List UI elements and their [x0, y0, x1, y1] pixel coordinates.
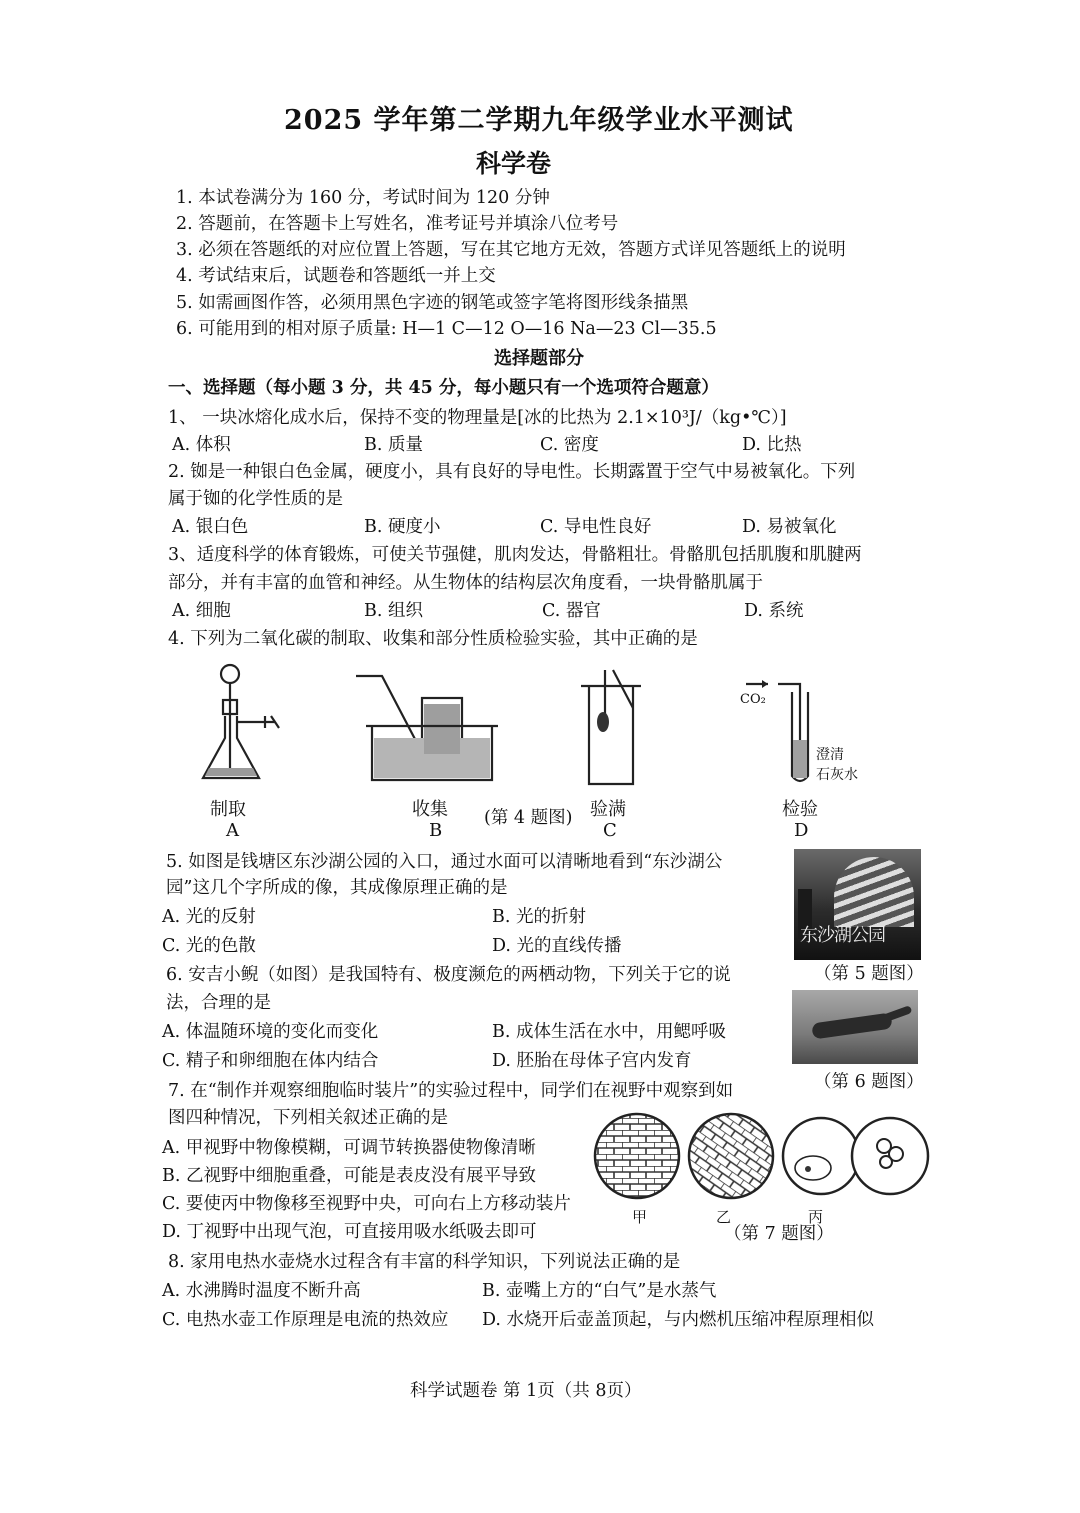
q4-letter-b: B — [429, 820, 443, 841]
q1-stem: 1、 一块冰熔化成水后，保持不变的物理量是[冰的比热为 2.1×10³J/（kg•℃）] — [168, 408, 787, 428]
note-item: 3. 必须在答题纸的对应位置上答题，写在其它地方无效，答题方式详见答题纸上的说明 — [176, 240, 846, 260]
q6-option-a: A. 体温随环境的变化而变化 — [162, 1022, 379, 1042]
q4-caption-d: 检验 — [782, 799, 818, 820]
exam-title: 2025 学年第二学期九年级学业水平测试 — [284, 105, 794, 136]
q5-stem-line1: 5. 如图是钱塘区东沙湖公园的入口，通过水面可以清晰地看到“东沙湖公 — [166, 852, 723, 872]
section-heading: 一、选择题（每小题 3 分，共 45 分，每小题只有一个选项符合题意） — [168, 378, 719, 398]
q4-figure-label: (第 4 题图) — [484, 808, 573, 828]
note-item: 2. 答题前，在答题卡上写姓名，准考证号并填涂八位考号 — [176, 214, 619, 234]
q4-co2-label: CO₂ — [740, 692, 766, 707]
q4-caption-a: 制取 — [210, 799, 246, 820]
q3-option-c: C. 器官 — [542, 601, 601, 621]
q7-option-b: B. 乙视野中细胞重叠，可能是表皮没有展平导致 — [162, 1166, 536, 1186]
q7-option-a: A. 甲视野中物像模糊，可调节转换器使物像清晰 — [162, 1138, 536, 1158]
note-item: 4. 考试结束后，试题卷和答题纸一并上交 — [176, 266, 496, 286]
figure-gas-jar — [575, 668, 645, 790]
figure-flask-apparatus — [195, 660, 305, 790]
q7-view-label-bing: 丙 — [808, 1208, 824, 1226]
q5-park-photo — [794, 849, 921, 960]
q2-option-d: D. 易被氧化 — [742, 517, 837, 537]
q6-option-d: D. 胚胎在母体子宫内发育 — [492, 1051, 692, 1071]
part-title: 选择题部分 — [494, 348, 584, 369]
q2-option-c: C. 导电性良好 — [540, 517, 652, 537]
q7-stem-line2: 图四种情况，下列相关叙述正确的是 — [168, 1108, 448, 1128]
q6-stem-line2: 法，合理的是 — [166, 993, 271, 1013]
note-item: 6. 可能用到的相对原子质量: H—1 C—12 O—16 Na—23 Cl—35.5 — [176, 319, 717, 339]
q4-letter-c: C — [603, 820, 617, 841]
q5-option-b: B. 光的折射 — [492, 907, 586, 927]
q8-option-d: D. 水烧开后壶盖顶起，与内燃机压缩冲程原理相似 — [482, 1310, 875, 1330]
q2-stem-line1: 2. 铷是一种银白色金属，硬度小，具有良好的导电性。长期露置于空气中易被氧化。下列 — [168, 462, 856, 482]
q6-option-b: B. 成体生活在水中，用鳃呼吸 — [492, 1022, 726, 1042]
q4-caption-c: 验满 — [590, 799, 626, 820]
q5-sign-text: 东沙湖公园 — [800, 925, 885, 946]
q5-option-c: C. 光的色散 — [162, 936, 256, 956]
q1-option-c: C. 密度 — [540, 435, 599, 455]
q2-option-b: B. 硬度小 — [364, 517, 441, 537]
q7-option-d: D. 丁视野中出现气泡，可直接用吸水纸吸去即可 — [162, 1222, 537, 1242]
q8-option-a: A. 水沸腾时温度不断升高 — [162, 1281, 361, 1301]
q7-view-label-jia: 甲 — [632, 1208, 648, 1226]
q3-stem-line2: 部分，并有丰富的血管和神经。从生物体的结构层次角度看，一块骨骼肌属于 — [168, 573, 763, 593]
q2-stem-line2: 属于铷的化学性质的是 — [168, 489, 343, 509]
q1-option-d: D. 比热 — [742, 435, 802, 455]
q3-stem-line1: 3、适度科学的体育锻炼，可使关节强健，肌肉发达，骨骼粗壮。骨骼肌包括肌腹和肌腱两 — [168, 545, 862, 565]
q2-option-a: A. 银白色 — [172, 517, 249, 537]
q7-view-label-yi: 乙 — [716, 1208, 732, 1226]
q1-option-a: A. 体积 — [172, 435, 231, 455]
q4-stem: 4. 下列为二氧化碳的制取、收集和部分性质检验实验，其中正确的是 — [168, 629, 698, 649]
q8-stem: 8. 家用电热水壶烧水过程含有丰富的科学知识，下列说法正确的是 — [168, 1252, 681, 1272]
q5-option-a: A. 光的反射 — [162, 907, 256, 927]
q3-option-d: D. 系统 — [744, 601, 804, 621]
q3-option-a: A. 细胞 — [172, 601, 231, 621]
q6-salamander-photo — [792, 990, 918, 1064]
figure-water-trough — [352, 668, 492, 788]
note-item: 5. 如需画图作答，必须用黑色字迹的钢笔或签字笔将图形线条描黑 — [176, 293, 689, 313]
q6-option-c: C. 精子和卵细胞在体内结合 — [162, 1051, 379, 1071]
q8-option-c: C. 电热水壶工作原理是电流的热效应 — [162, 1310, 449, 1330]
q6-stem-line1: 6. 安吉小鲵（如图）是我国特有、极度濒危的两栖动物，下列关于它的说 — [166, 965, 731, 985]
q6-figure-label: （第 6 题图） — [814, 1072, 924, 1092]
q7-stem-line1: 7. 在“制作并观察细胞临时装片”的实验过程中，同学们在视野中观察到如 — [168, 1081, 734, 1101]
q3-option-b: B. 组织 — [364, 601, 423, 621]
q8-option-b: B. 壶嘴上方的“白气”是水蒸气 — [482, 1281, 717, 1301]
q4-caption-b: 收集 — [412, 799, 448, 820]
note-item: 1. 本试卷满分为 160 分，考试时间为 120 分钟 — [176, 188, 550, 208]
q4-letter-d: D — [794, 820, 809, 841]
page-footer: 科学试题卷 第 1页（共 8页） — [410, 1381, 642, 1401]
q7-option-c: C. 要使丙中物像移至视野中央，可向右上方移动装片 — [162, 1194, 571, 1214]
q5-option-d: D. 光的直线传播 — [492, 936, 622, 956]
q4-limewater-line1: 澄清 — [816, 747, 844, 763]
exam-subtitle: 科学卷 — [476, 149, 552, 178]
q5-figure-label: （第 5 题图） — [814, 964, 924, 984]
q4-limewater-line2: 石灰水 — [816, 767, 858, 783]
q7-microscope-views — [590, 1106, 914, 1210]
q1-option-b: B. 质量 — [364, 435, 423, 455]
q4-letter-a: A — [226, 820, 239, 841]
q5-stem-line2: 园”这几个字所成的像，其成像原理正确的是 — [166, 878, 508, 898]
q7-figure-label: （第 7 题图） — [724, 1224, 834, 1244]
